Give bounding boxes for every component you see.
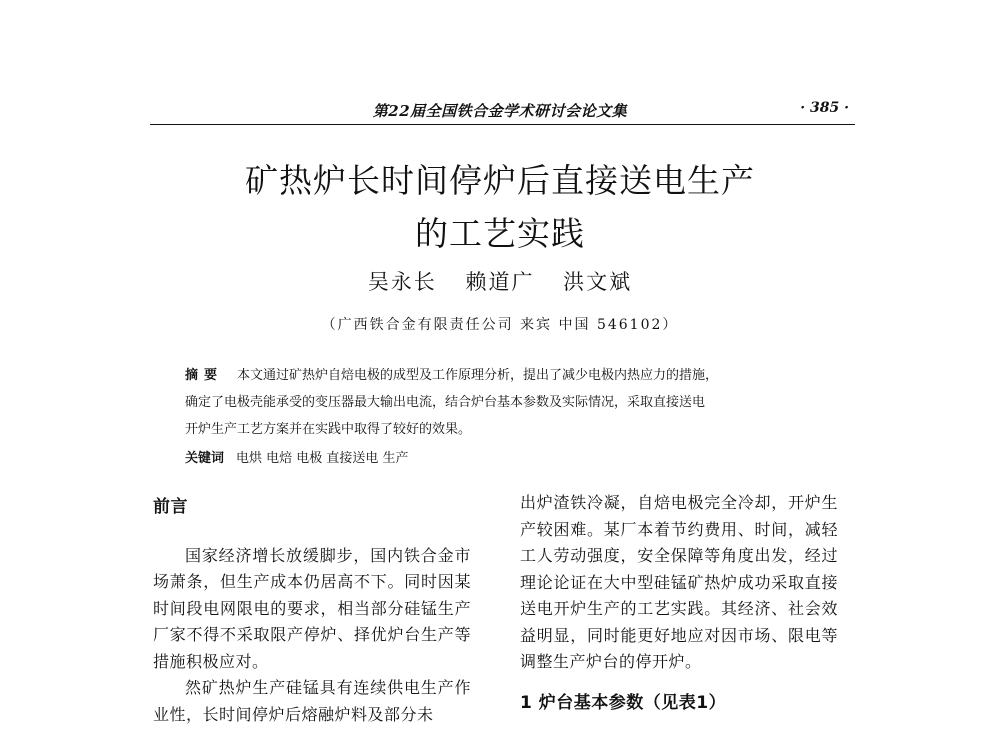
abstract-line-1: 摘要 本文通过矿热炉自焙电极的成型及工作原理分析，提出了减少电极内热应力的措施， xyxy=(185,368,719,383)
page-number: · 385 · xyxy=(800,100,849,116)
paper-title-line-2: 的工艺实践 xyxy=(415,214,585,253)
abstract-line-2: 确定了电极壳能承受的变压器最大输出电流，结合炉台基本参数及实际情况，采取直接送电 xyxy=(185,395,706,410)
left-column xyxy=(153,490,471,728)
paragraph: 国家经济增长放缓脚步，国内铁合金市场萧条，但生产成本仍居高不下。同时因某时间段电网限电的要求，相当部分硅锰生产厂家不得不采取限产停炉、择优炉台生产等措施积极应对。 xyxy=(153,545,471,671)
paragraph: 出炉渣铁冷凝，自焙电极完全冷却，开炉生产较困难。某厂本着节约费用、时间，减轻工人劳动强度，安全保障等角度出发，经过理论论证在大中型硅锰矿热炉成功采取直接送电开炉生产的工艺实践。其经济、社会效益明显，同时能更好地应对因市场、限电等调整生产炉台的停开炉。 xyxy=(520,493,838,671)
abstract-label: 摘要 xyxy=(185,368,224,383)
keywords-label: 关键词 xyxy=(185,451,225,466)
journal-title: 第22届全国铁合金学术研讨会论文集 xyxy=(372,102,628,120)
running-header xyxy=(150,94,855,125)
affiliation: （广西铁合金有限责任公司 来宾 中国 546102） xyxy=(321,317,679,333)
right-column xyxy=(520,490,838,716)
keywords-text: 电烘 电焙 电极 直接送电 生产 xyxy=(236,451,409,466)
paper-title-line-1: 矿热炉长时间停炉后直接送电生产 xyxy=(245,161,755,200)
section-heading-1: 1 炉台基本参数（见表1） xyxy=(520,692,727,713)
paragraph: 然矿热炉生产硅锰具有连续供电生产作业性，长时间停炉后熔融炉料及部分未 xyxy=(153,678,471,724)
abstract-line-3: 开炉生产工艺方案并在实践中取得了较好的效果。 xyxy=(185,422,472,437)
keywords xyxy=(185,447,825,466)
abstract xyxy=(185,362,825,443)
section-heading-foreword: 前言 xyxy=(153,497,188,517)
authors: 吴永长 赖道广 洪文斌 xyxy=(367,270,633,294)
